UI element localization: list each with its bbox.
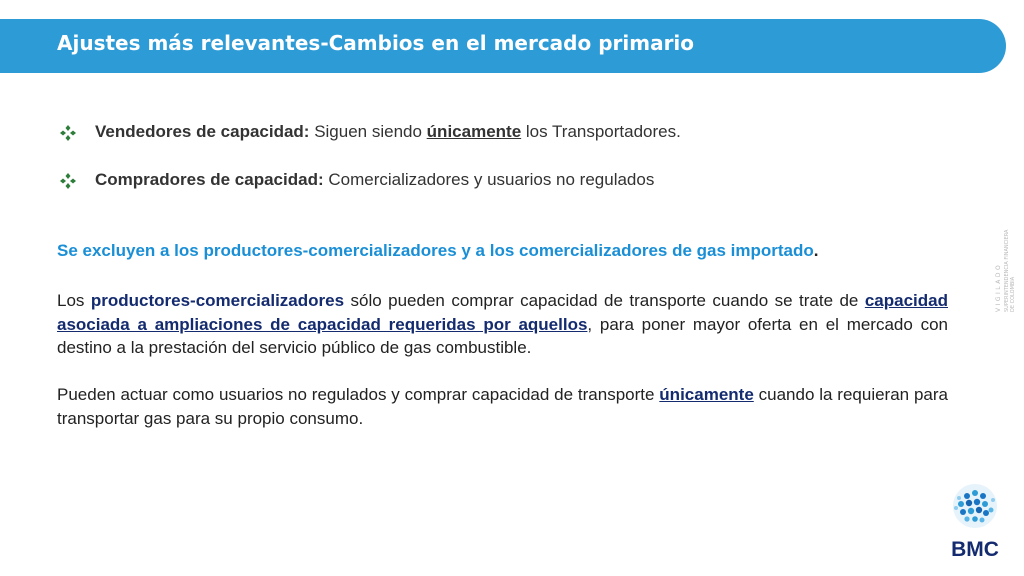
- bullet-text-part: Comercializadores y usuarios no regulados: [323, 170, 655, 189]
- slide-title: Ajustes más relevantes-Cambios en el mercado primario: [57, 31, 695, 55]
- para-underlined: capacidad asociada a ampliaciones de capacidad requeridas por aquellos: [57, 291, 948, 334]
- dotted-sphere-icon: [953, 484, 997, 528]
- diamond-bullet-icon: [60, 125, 76, 141]
- bullet-label: Vendedores de capacidad:: [95, 122, 310, 141]
- para-text: Pueden actuar como usuarios no regulados y comprar capacidad de transporte: [57, 385, 660, 404]
- exclusion-text: Se excluyen a los productores-comercializadores y a los comercializadores de gas importado: [57, 241, 814, 260]
- bullet-label: Compradores de capacidad:: [95, 170, 324, 189]
- bullet-text: [95, 122, 681, 142]
- para-text: , para poner mayor oferta en el mercado con destino a la prestación del servicio público de gas combustible.: [57, 314, 948, 357]
- bullet-text-part: Siguen siendo: [309, 122, 427, 141]
- para-text: cuando la requieran para transportar gas para su propio consumo.: [57, 385, 948, 428]
- para-underlined: únicamente: [659, 385, 754, 404]
- exclusion-statement: [57, 241, 819, 261]
- paragraph-producers: [57, 289, 948, 360]
- entity-text-line2: DE COLOMBIA: [1010, 276, 1016, 312]
- diamond-bullet-icon: [60, 173, 76, 189]
- vigilado-watermark: [988, 180, 1018, 320]
- bullet-text: [95, 170, 654, 190]
- bullet-text-part: los Transportadores.: [521, 122, 681, 141]
- paragraph-users: [57, 383, 948, 430]
- logo-text: BMC: [951, 538, 999, 561]
- emphasis-text: únicamente: [426, 122, 522, 141]
- para-text: sólo pueden comprar capacidad de transporte cuando se trate de: [344, 291, 865, 310]
- exclusion-period: .: [813, 241, 819, 260]
- para-bold: productores-comercializadores: [90, 291, 345, 310]
- vigilado-text: VIGILADO: [995, 262, 1002, 312]
- para-text: Los: [57, 291, 91, 310]
- entity-text-line1: SUPERINTENDENCIA FINANCIERA: [1004, 229, 1010, 312]
- bmc-logo: [945, 482, 1005, 566]
